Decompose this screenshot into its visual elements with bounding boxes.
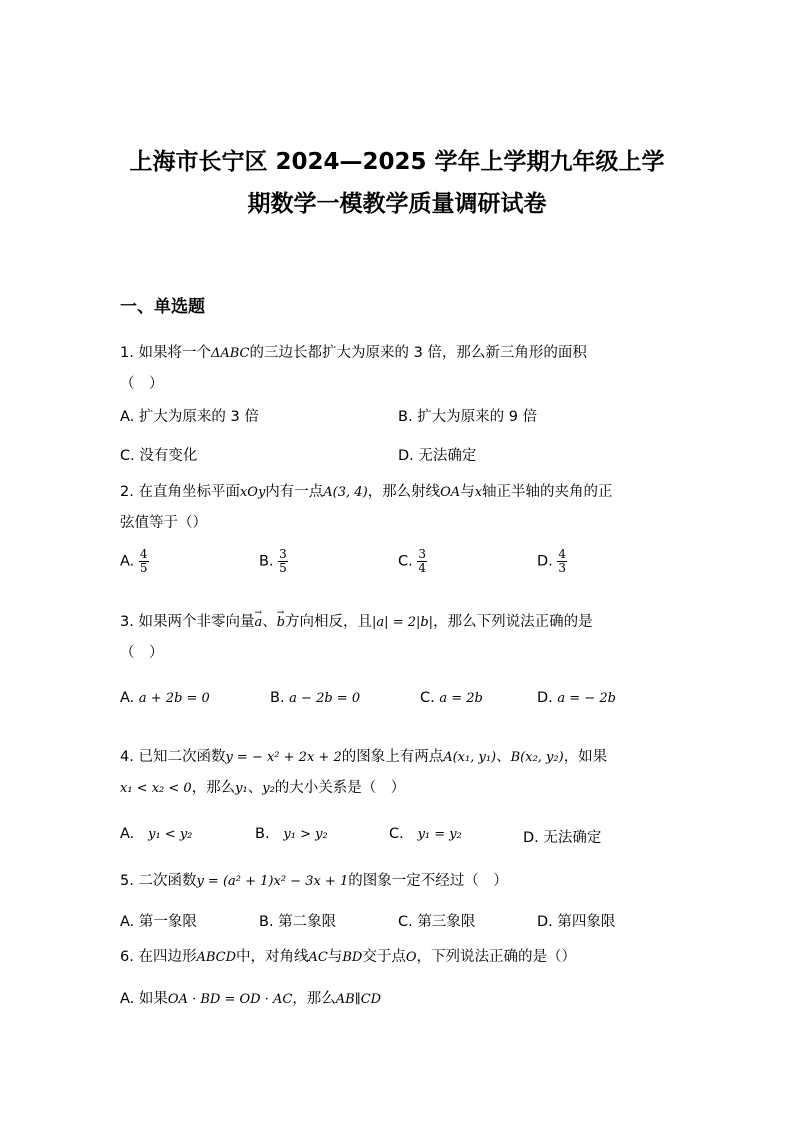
- q6-math-3: BD: [342, 950, 363, 965]
- q6-option-a[interactable]: [120, 987, 381, 1008]
- q4-text-5: 的大小关系是（ ）: [274, 780, 406, 796]
- q4-option-a-label: A.: [120, 826, 135, 842]
- q6-text-4: 交于点: [362, 949, 406, 965]
- q4-option-d[interactable]: [523, 826, 601, 847]
- q5-option-c[interactable]: C. 第三象限: [398, 914, 476, 930]
- q3-option-b-expr: a − 2b = 0: [289, 691, 361, 706]
- q5-function: y = (a² + 1)x² − 3x + 1: [196, 874, 349, 889]
- q2-option-a-fraction: [139, 548, 149, 575]
- q6-text-1: 6. 在四边形: [120, 949, 197, 965]
- fraction-numerator: 3: [418, 547, 426, 561]
- q4-option-c-label: C.: [389, 826, 404, 842]
- q3-option-c-expr: a = 2b: [439, 691, 483, 706]
- q5-option-d[interactable]: D. 第四象限: [537, 914, 616, 930]
- q2-option-c[interactable]: [398, 548, 427, 575]
- q6-math-1: ABCD: [196, 950, 237, 965]
- q2-math-3: OA: [440, 485, 461, 500]
- question-4: [120, 742, 676, 804]
- fraction-numerator: 3: [279, 547, 287, 561]
- q6-math-4: O: [405, 950, 417, 965]
- fraction-numerator: 4: [139, 547, 148, 561]
- q4-option-c-expr: y₁ = y₂: [417, 827, 462, 842]
- q6-option-a-math-2: AB∥CD: [335, 992, 382, 1007]
- q6-text-3: 与: [327, 949, 343, 965]
- q4-condition: x₁ < x₂ < 0: [120, 781, 192, 796]
- q4-y1: y₁: [235, 781, 248, 796]
- q2-option-a[interactable]: [120, 548, 149, 575]
- q4-option-b-expr: y₁ > y₂: [283, 827, 328, 842]
- q2-math-4: x: [474, 485, 483, 500]
- q6-text-5: ，下列说法正确的是（）: [416, 949, 577, 965]
- q1-prefix: 1. 如果将一个: [120, 345, 211, 361]
- fraction-denominator: 4: [418, 561, 426, 575]
- q3-separator: 、: [262, 614, 277, 630]
- q1-suffix: 的三边长都扩大为原来的 3 倍，那么新三角形的面积: [249, 345, 587, 361]
- q1-option-c[interactable]: C. 没有变化: [120, 448, 198, 464]
- q5-option-a[interactable]: A. 第一象限: [120, 914, 197, 930]
- q6-text-2: 中，对角线: [236, 949, 309, 965]
- q3-text-1: 3. 如果两个非零向量: [120, 614, 255, 630]
- q4-text-2: 的图象上有两点: [341, 749, 444, 765]
- q2-text-5: 轴正半轴的夹角的正: [482, 484, 613, 500]
- question-1: [120, 338, 676, 399]
- q4-option-a[interactable]: [120, 826, 192, 842]
- q4-option-b-label: B.: [255, 826, 270, 842]
- q2-option-c-label: C.: [398, 553, 413, 570]
- q2-option-b-fraction: [278, 548, 288, 575]
- q3-vector-a: → a: [254, 608, 262, 638]
- q3-option-b[interactable]: [270, 690, 360, 706]
- question-6: [120, 942, 676, 973]
- q3-condition: |a| = 2|b|: [372, 615, 434, 630]
- q2-option-a-label: A.: [120, 553, 135, 570]
- question-5: [120, 866, 676, 897]
- fraction-denominator: 5: [139, 561, 148, 575]
- q2-text-1: 2. 在直角坐标平面: [120, 484, 240, 500]
- q3-text-2: 方向相反，且: [285, 614, 373, 630]
- page-title-line1: 上海市长宁区 2024—2025 学年上学期九年级上学: [129, 149, 665, 175]
- q6-option-a-text-1: A. 如果: [120, 991, 168, 1007]
- q2-text-line2: 弦值等于（）: [120, 515, 207, 531]
- q3-option-d-expr: a = − 2b: [557, 691, 616, 706]
- q1-math: ΔABC: [210, 346, 250, 361]
- q3-option-a-label: A.: [120, 690, 135, 706]
- question-2: [120, 477, 676, 538]
- q5-text-2: 的图象一定不经过（ ）: [348, 873, 508, 889]
- q4-text-4: ，那么: [191, 780, 236, 796]
- q1-option-a[interactable]: A. 扩大为原来的 3 倍: [120, 409, 259, 425]
- q4-option-d-label: D.: [523, 830, 539, 846]
- q3-vector-b: → b: [277, 608, 285, 638]
- q4-function: y = − x² + 2x + 2: [225, 750, 342, 765]
- q4-option-a-expr: y₁ < y₂: [148, 827, 193, 842]
- q4-point-a: A(x₁, y₁): [443, 750, 497, 765]
- q4-option-d-expr: 无法确定: [543, 830, 602, 846]
- q5-text-1: 5. 二次函数: [120, 873, 197, 889]
- fraction-denominator: 5: [279, 561, 287, 575]
- q5-option-b[interactable]: B. 第二象限: [259, 914, 337, 930]
- q4-text-1: 4. 已知二次函数: [120, 749, 226, 765]
- q1-option-b[interactable]: B. 扩大为原来的 9 倍: [398, 409, 538, 425]
- q1-option-d[interactable]: D. 无法确定: [398, 448, 477, 464]
- q2-option-b-label: B.: [259, 553, 274, 570]
- q2-math-2: A(3, 4): [323, 485, 368, 500]
- page-title-line2: 期数学一模教学质量调研试卷: [247, 191, 547, 217]
- q4-option-b[interactable]: [255, 826, 328, 842]
- q1-paren: （ ）: [120, 376, 164, 392]
- q4-point-b: B(x₂, y₂): [510, 750, 564, 765]
- q4-separator-2: 、: [247, 780, 263, 796]
- q2-text-2: 内有一点: [265, 484, 324, 500]
- q3-option-d[interactable]: [537, 690, 616, 706]
- q3-option-d-label: D.: [537, 690, 553, 706]
- q3-text-3: ，那么下列说法正确的是: [433, 614, 593, 630]
- q3-option-a[interactable]: [120, 690, 210, 706]
- q6-option-a-text-2: ，那么: [292, 991, 336, 1007]
- q3-option-a-expr: a + 2b = 0: [138, 691, 210, 706]
- q6-option-a-math-1: OA · BD = OD · AC: [167, 992, 293, 1007]
- q2-text-4: 与: [460, 484, 475, 500]
- q4-option-c[interactable]: [389, 826, 462, 842]
- q2-text-3: ，那么射线: [367, 484, 441, 500]
- q3-option-b-label: B.: [270, 690, 285, 706]
- q4-y2: y₂: [262, 781, 275, 796]
- q3-option-c[interactable]: [420, 690, 483, 706]
- q2-option-d-fraction: [557, 548, 567, 575]
- fraction-numerator: 4: [558, 547, 567, 561]
- section-heading: 一、单选题: [120, 297, 205, 317]
- q6-math-2: AC: [308, 950, 328, 965]
- q2-option-c-fraction: [417, 548, 427, 575]
- q2-option-d[interactable]: [537, 548, 567, 575]
- q3-option-c-label: C.: [420, 690, 435, 706]
- fraction-denominator: 3: [558, 561, 567, 575]
- q4-text-3: ，如果: [563, 749, 608, 765]
- q2-math-1: xOy: [239, 485, 266, 500]
- q4-separator: 、: [496, 749, 511, 765]
- q3-paren: （ ）: [120, 645, 164, 661]
- question-3: [120, 607, 676, 668]
- q2-option-d-label: D.: [537, 553, 553, 570]
- q2-option-b[interactable]: [259, 548, 288, 575]
